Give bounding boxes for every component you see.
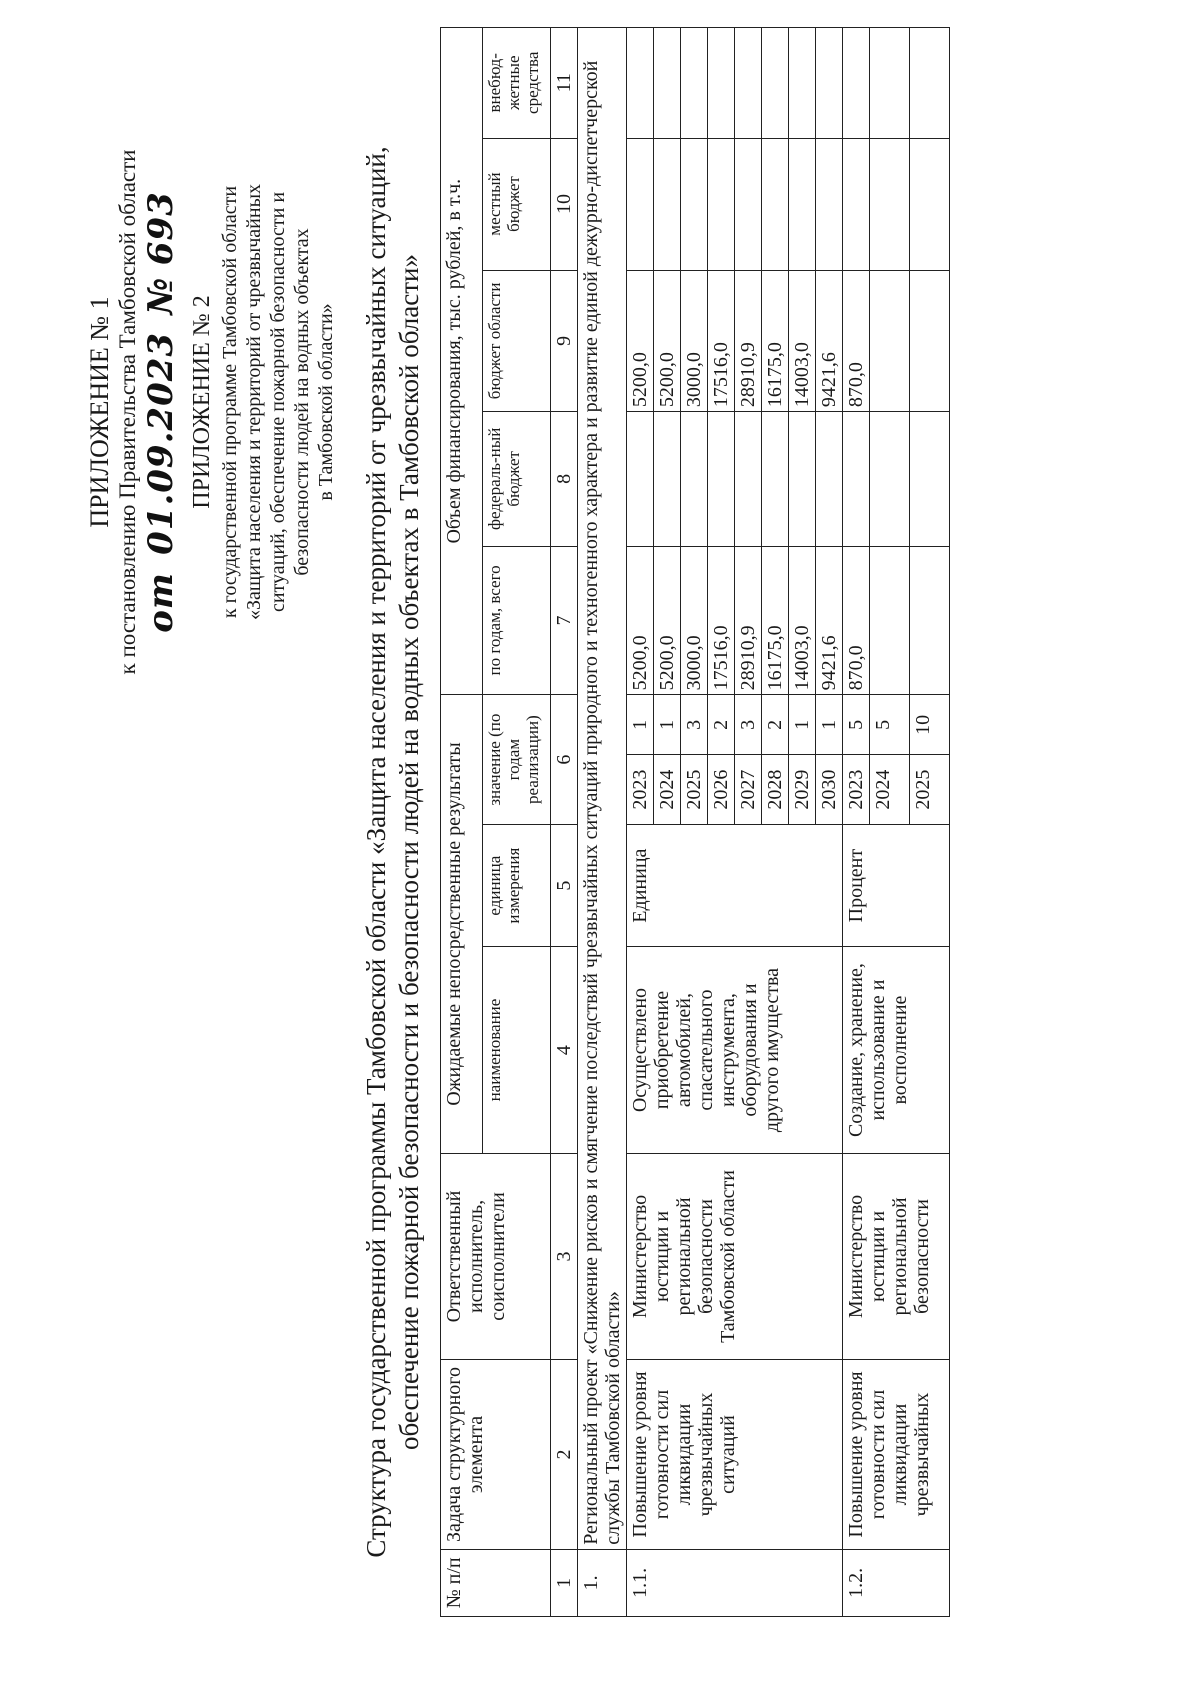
row-year: 2029	[789, 755, 816, 825]
document-title	[360, 127, 426, 1577]
row-extra	[681, 28, 708, 139]
row-year: 2026	[708, 755, 735, 825]
row-local	[735, 138, 762, 270]
header-funding-local: местный бюджет	[483, 138, 551, 270]
appendix-2-line: к государственной программе Тамбовской области	[219, 185, 241, 619]
document-title-line: обеспечение пожарной безопасности и безопасности людей на водных объектах в Тамбовской области»	[394, 254, 424, 1450]
header-result-value: значение (по годам реализации)	[483, 695, 551, 825]
row-local	[681, 138, 708, 270]
row-regional: 9421,6	[816, 270, 843, 412]
header-result-unit: единица измерения	[483, 824, 551, 946]
header-task: Задача структурного элемента	[441, 1360, 551, 1550]
row-regional: 16175,0	[762, 270, 789, 412]
header-funding: Объем финансирования, тыс. рублей, в т.ч.	[441, 28, 483, 695]
row-year: 2025	[910, 755, 950, 825]
row-extra	[789, 28, 816, 139]
row-task: Повышение уровня готовности сил ликвидации чрезвычайных	[843, 1360, 950, 1550]
appendix-2-line: в Тамбовской области»	[315, 303, 337, 501]
column-number: 1	[551, 1549, 578, 1616]
row-federal	[654, 412, 681, 546]
row-regional: 14003,0	[789, 270, 816, 412]
column-number: 5	[551, 824, 578, 946]
row-year: 2024	[870, 755, 910, 825]
appendix-1-date-line	[141, 132, 181, 692]
row-value: 1	[789, 695, 816, 755]
row-total: 5200,0	[654, 546, 681, 695]
row-total: 28910,9	[735, 546, 762, 695]
column-number: 10	[551, 138, 578, 270]
section-row	[578, 28, 627, 1617]
row-federal	[910, 412, 950, 546]
row-value: 2	[762, 695, 789, 755]
row-federal	[627, 412, 654, 546]
header-results: Ожидаемые непосредственные результаты	[441, 695, 483, 1153]
row-total: 9421,6	[816, 546, 843, 695]
row-federal	[870, 412, 910, 546]
row-value: 1	[816, 695, 843, 755]
row-local	[627, 138, 654, 270]
row-regional: 870,0	[843, 270, 870, 412]
row-regional: 5200,0	[627, 270, 654, 412]
column-number: 2	[551, 1360, 578, 1550]
row-federal	[843, 412, 870, 546]
row-extra	[708, 28, 735, 139]
row-federal	[816, 412, 843, 546]
header-num: № п/п	[441, 1549, 551, 1616]
row-year: 2023	[843, 755, 870, 825]
row-year: 2023	[627, 755, 654, 825]
row-total: 870,0	[843, 546, 870, 695]
column-number: 6	[551, 695, 578, 825]
column-number: 3	[551, 1153, 578, 1359]
document-title-line: Структура государственной программы Тамбовской области «Защита населения и территорий от чрезвычайных ситуаций,	[361, 146, 391, 1558]
row-num: 1.2.	[843, 1549, 950, 1616]
row-local	[708, 138, 735, 270]
row-federal	[708, 412, 735, 546]
row-local	[816, 138, 843, 270]
row-local	[910, 138, 950, 270]
row-federal	[762, 412, 789, 546]
row-extra	[870, 28, 910, 139]
appendix-1-stamp	[85, 132, 181, 692]
row-value: 1	[627, 695, 654, 755]
row-total	[910, 546, 950, 695]
row-num: 1.1.	[627, 1549, 843, 1616]
row-unit: Процент	[843, 824, 950, 946]
column-number: 9	[551, 270, 578, 412]
row-federal	[735, 412, 762, 546]
row-year: 2025	[681, 755, 708, 825]
row-regional: 28910,9	[735, 270, 762, 412]
row-result-name: Осуществлено приобретение автомобилей, спасательного инструмента, оборудования и другого имущества	[627, 947, 843, 1153]
date-prefix: от	[141, 572, 181, 633]
row-local	[870, 138, 910, 270]
row-value: 2	[708, 695, 735, 755]
header-funding-federal: федераль-ный бюджет	[483, 412, 551, 546]
row-extra	[627, 28, 654, 139]
row-year: 2030	[816, 755, 843, 825]
header-executor: Ответственный исполнитель, соисполнители	[441, 1153, 551, 1359]
row-federal	[789, 412, 816, 546]
row-total	[870, 546, 910, 695]
row-year: 2027	[735, 755, 762, 825]
row-regional	[870, 270, 910, 412]
section-num: 1.	[578, 1549, 627, 1616]
row-value: 1	[654, 695, 681, 755]
row-total: 16175,0	[762, 546, 789, 695]
column-number: 8	[551, 412, 578, 546]
row-task: Повышение уровня готовности сил ликвидации чрезвычайных ситуаций	[627, 1360, 843, 1550]
row-total: 3000,0	[681, 546, 708, 695]
row-regional: 17516,0	[708, 270, 735, 412]
row-extra	[843, 28, 870, 139]
table-row	[843, 28, 870, 1617]
row-local	[789, 138, 816, 270]
section-title: Региональный проект «Снижение рисков и смягчение последствий чрезвычайных ситуаций природного и техногенного характера и развитие единой дежурно-диспетчерской службы Тамбовской области»	[578, 28, 627, 1550]
row-executor: Министерство юстиции и региональной безопасности Тамбовской области	[627, 1153, 843, 1359]
appendix-2-stamp	[190, 142, 338, 662]
program-structure-table	[440, 27, 950, 1617]
column-number: 11	[551, 28, 578, 139]
appendix-1-title: ПРИЛОЖЕНИЕ № 1	[85, 296, 114, 528]
row-unit: Единица	[627, 824, 843, 946]
table-header-row	[441, 28, 483, 1617]
row-result-name: Создание, хранение, использование и восполнение	[843, 947, 950, 1153]
number-prefix: №	[141, 276, 181, 315]
row-total: 5200,0	[627, 546, 654, 695]
row-local	[654, 138, 681, 270]
header-funding-regional: бюджет области	[483, 270, 551, 412]
row-extra	[910, 28, 950, 139]
row-total: 17516,0	[708, 546, 735, 695]
row-local	[762, 138, 789, 270]
row-year: 2028	[762, 755, 789, 825]
row-total: 14003,0	[789, 546, 816, 695]
row-value: 3	[735, 695, 762, 755]
row-value: 10	[910, 695, 950, 755]
appendix-2-title: ПРИЛОЖЕНИЕ № 2	[189, 295, 215, 509]
row-extra	[816, 28, 843, 139]
row-regional	[910, 270, 950, 412]
column-numbers-row	[551, 28, 578, 1617]
row-local	[843, 138, 870, 270]
header-funding-total: по годам, всего	[483, 546, 551, 695]
column-number: 4	[551, 947, 578, 1153]
header-result-name: наименование	[483, 947, 551, 1153]
row-value: 5	[843, 695, 870, 755]
row-extra	[735, 28, 762, 139]
appendix-2-line: ситуаций, обеспечение пожарной безопасности и	[267, 191, 289, 613]
decree-number: 693	[141, 191, 181, 266]
decree-date: 01.09.2023	[141, 331, 181, 555]
appendix-2-line: безопасности людей на водных объектах	[291, 228, 313, 576]
header-funding-extra: внебюд-жетные средства	[483, 28, 551, 139]
row-executor: Министерство юстиции и региональной безопасности	[843, 1153, 950, 1359]
column-number: 7	[551, 546, 578, 695]
appendix-2-line: «Защита населения и территорий от чрезвычайных	[243, 183, 265, 621]
row-value: 5	[870, 695, 910, 755]
row-regional: 3000,0	[681, 270, 708, 412]
row-value: 3	[681, 695, 708, 755]
row-regional: 5200,0	[654, 270, 681, 412]
appendix-1-line: к постановлению Правительства Тамбовской области	[115, 149, 140, 675]
row-extra	[654, 28, 681, 139]
table-row	[627, 28, 654, 1617]
row-extra	[762, 28, 789, 139]
row-federal	[681, 412, 708, 546]
row-year: 2024	[654, 755, 681, 825]
